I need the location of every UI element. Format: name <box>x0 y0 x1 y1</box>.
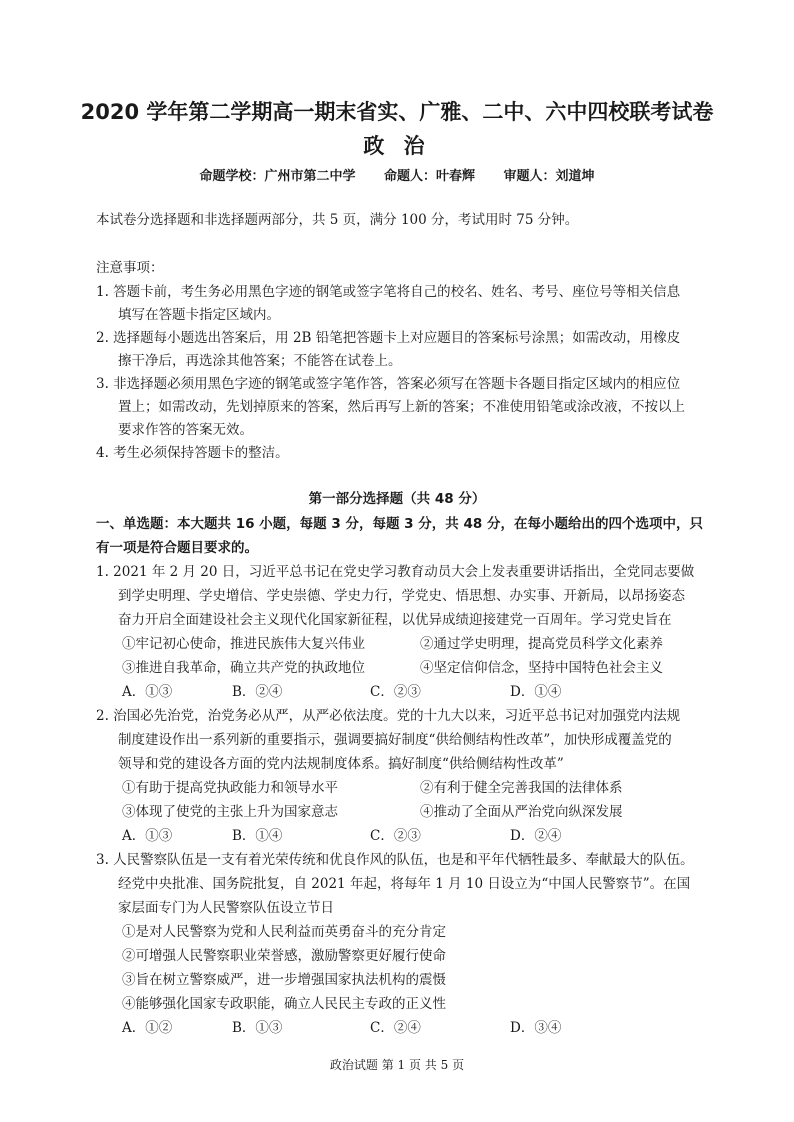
question-3-choice: B．①③ <box>232 1020 283 1036</box>
question-3-choice: A．①② <box>122 1020 173 1036</box>
question-2-choice: C．②③ <box>370 828 421 844</box>
question-1-option: ④坚定信仰信念，坚持中国特色社会主义 <box>420 660 663 676</box>
question-2-option: ②有利于健全完善我国的法律体系 <box>420 780 623 796</box>
question-1-option: ③推进自我革命，确立共产党的执政地位 <box>122 660 365 676</box>
notes-heading: 注意事项： <box>96 260 164 276</box>
question-1-option: ②通过学史明理，提高党员科学文化素养 <box>420 636 663 652</box>
note-line: 4. 考生必须保持答题卡的整洁。 <box>96 445 289 461</box>
reviewer-label: 审题人：刘道坤 <box>503 169 595 184</box>
school-label: 命题学校：广州市第二中学 <box>199 169 356 184</box>
note-line: 2. 选择题每小题选出答案后，用 2B 铅笔把答题卡上对应题目的答案标号涂黑；如需改动，用橡皮 <box>96 330 681 346</box>
question-1-choice: B．②④ <box>232 684 283 700</box>
question-1-choice: D．①④ <box>510 684 562 700</box>
question-1-stem: 奋力开启全面建设社会主义现代化国家新征程，以优异成绩迎接建党一百周年。学习党史旨在 <box>118 612 672 628</box>
note-line: 置上；如需改动，先划掉原来的答案，然后再写上新的答案；不准使用铅笔或涂改液，不按以上 <box>118 399 685 415</box>
question-2-stem: 2. 治国必先治党，治党务必从严，从严必依法度。党的十九大以来，习近平总书记对加强党内法规 <box>96 708 681 724</box>
question-3-stem: 经党中央批准、国务院批复，自 2021 年起，将每年 1 月 10 日设立为“中国人民警察节”。在国 <box>118 876 691 892</box>
question-2-stem: 制度建设作出一系列新的重要指示，强调要搞好制度“供给侧结构性改革”，加快形成覆盖党的 <box>118 732 672 748</box>
question-2-choice: A．①③ <box>122 828 173 844</box>
question-3-option: ④能够强化国家专政职能，确立人民民主专政的正义性 <box>122 996 446 1012</box>
question-2-option: ④推动了全面从严治党向纵深发展 <box>420 804 623 820</box>
exam-title: 2020 学年第二学期高一期末省实、广雅、二中、六中四校联考试卷 <box>80 100 714 124</box>
question-1-choice: C．②③ <box>370 684 421 700</box>
exam-intro: 本试卷分选择题和非选择题两部分，共 5 页，满分 100 分，考试用时 75 分钟。 <box>96 212 579 228</box>
part1-title: 第一部分选择题（共 48 分） <box>308 491 486 507</box>
note-line: 要求作答的答案无效。 <box>118 422 253 438</box>
note-line: 填写在答题卡指定区域内。 <box>118 307 280 323</box>
question-3-stem: 3. 人民警察队伍是一支有着光荣传统和优良作风的队伍，也是和平年代牺牲最多、奉献最大的队伍。 <box>96 852 694 868</box>
note-line: 3. 非选择题必须用黑色字迹的钢笔或签字笔作答，答案必须写在答题卡各题目指定区域内的相应位 <box>96 376 681 392</box>
question-2-stem: 领导和党的建设各方面的党内法规制度体系。搞好制度“供给侧结构性改革” <box>118 756 564 772</box>
question-3-option: ③旨在树立警察威严，进一步增强国家执法机构的震慑 <box>122 972 446 988</box>
note-line: 擦干净后，再选涂其他答案；不能答在试卷上。 <box>118 353 402 369</box>
question-1-stem: 到学史明理、学史增信、学史崇德、学史力行，学党史、悟思想、办实事、开新局，以昂扬姿态 <box>118 588 685 604</box>
question-2-choice: B．①④ <box>232 828 283 844</box>
question-1-option: ①牢记初心使命，推进民族伟大复兴伟业 <box>122 636 365 652</box>
question-3-stem: 家层面专门为人民警察队伍设立节日 <box>118 900 334 916</box>
page-footer: 政治试题 第 1 页 共 5 页 <box>329 1058 465 1072</box>
question-3-choice: C．②④ <box>370 1020 421 1036</box>
part1-instruction: 一、单选题：本大题共 16 小题，每题 3 分，每题 3 分，共 48 分，在每小题给出的四个选项中，只 <box>96 516 703 532</box>
question-1-choice: A．①③ <box>122 684 173 700</box>
subject-title: 政 治 <box>363 134 431 158</box>
exam-meta <box>0 165 794 184</box>
question-2-option: ③体现了使党的主张上升为国家意志 <box>122 804 338 820</box>
note-line: 1. 答题卡前，考生务必用黑色字迹的钢笔或签字笔将自己的校名、姓名、考号、座位号等相关信息 <box>96 284 681 300</box>
question-3-option: ②可增强人民警察职业荣誉感，激励警察更好履行使命 <box>122 948 446 964</box>
question-2-option: ①有助于提高党执政能力和领导水平 <box>122 780 338 796</box>
question-3-choice: D．③④ <box>510 1020 562 1036</box>
question-2-choice: D．②④ <box>510 828 562 844</box>
part1-instruction: 有一项是符合题目要求的。 <box>96 540 258 556</box>
author-label: 命题人：叶春辉 <box>383 169 475 184</box>
question-1-stem: 1. 2021 年 2 月 20 日，习近平总书记在党史学习教育动员大会上发表重要讲话指出，全党同志要做 <box>96 564 695 580</box>
question-3-option: ①是对人民警察为党和人民利益而英勇奋斗的充分肯定 <box>122 924 446 940</box>
